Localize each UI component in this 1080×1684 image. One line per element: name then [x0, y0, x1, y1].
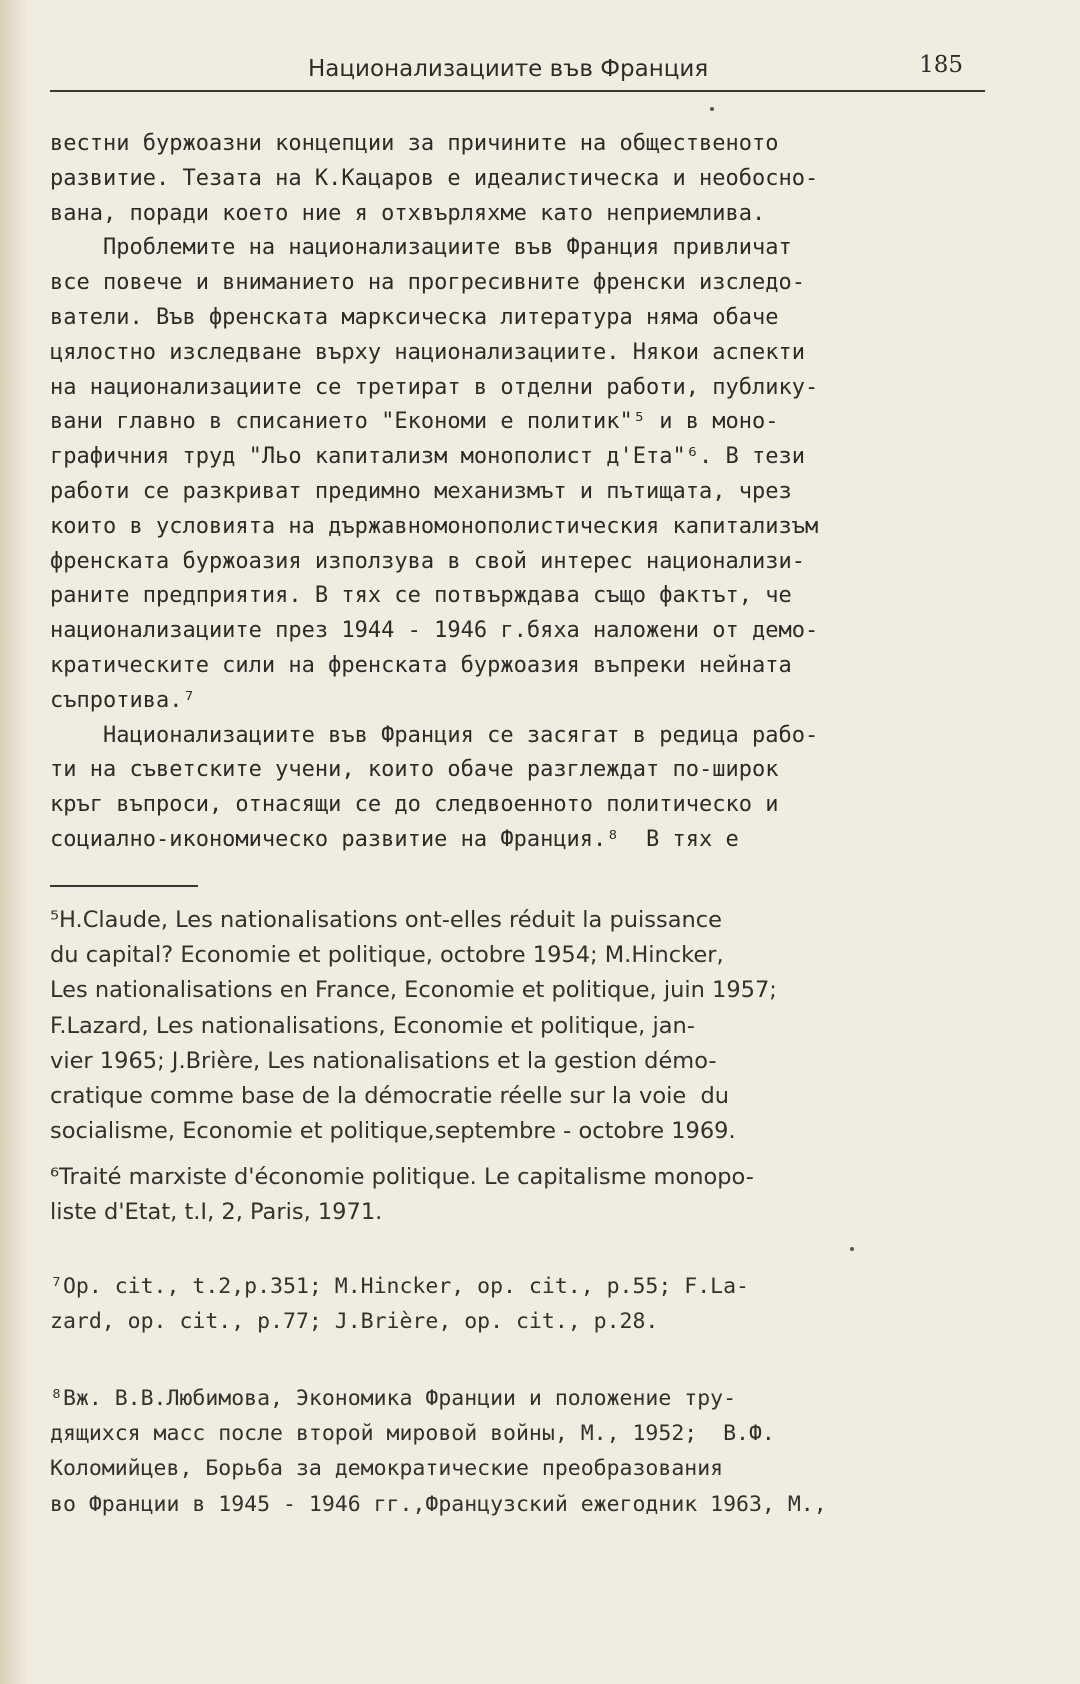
footnote-line: socialisme, Economie et politique,septembre - octobre 1969. — [50, 1118, 736, 1145]
text-line: все повече и вниманието на прогресивните френски изследо- — [50, 270, 805, 296]
text-line: които в условията на държавномонополистическия капитализъм — [50, 513, 819, 539]
text-line: социално-икономическо развитие на Франция.⁸ В тях е — [50, 826, 739, 852]
footnote-line: cratique comme base de la démocratie réelle sur la voie du — [50, 1082, 730, 1109]
page-edge-shadow — [0, 0, 28, 1684]
text-line: вестни буржоазни концепции за причините на общественото — [50, 131, 779, 156]
footnote-line: F.Lazard, Les nationalisations, Economie et politique, jan- — [50, 1012, 695, 1039]
footnote-line: ⁷Op. cit., t.2,p.351; M.Hincker, op. cit., p.55; F.La- — [50, 1274, 749, 1299]
footnote-line: Les nationalisations en France, Economie et politique, juin 1957; — [50, 977, 777, 1004]
text-line: цялостно изследване върху национализациите. Някои аспекти — [50, 339, 805, 365]
footnote-5 — [50, 903, 777, 1149]
text-line: вана, поради което ние я отхвърляхме като неприемлива. — [50, 200, 766, 226]
footnote-separator — [50, 885, 198, 887]
page-header — [50, 50, 985, 92]
text-line: Национализациите във Франция се засягат в редица рабо- — [50, 722, 819, 748]
footnote-8 — [50, 1381, 827, 1522]
text-line: ватели. Във френската марксическа литература няма обаче — [50, 304, 779, 330]
text-line: ти на съветските учени, които обаче разглеждат по-широк — [50, 757, 779, 783]
text-line: съпротива.⁷ — [50, 687, 196, 713]
text-line: вани главно в списанието "Економи е политик"⁵ и в моно- — [50, 409, 779, 435]
text-line: Проблемите на национализациите във Франция привличат — [50, 235, 792, 261]
text-line: национализациите през 1944 - 1946 г.бяха наложени от демо- — [50, 618, 819, 644]
text-line: френската буржоазия използува в свой интерес национализи- — [50, 548, 805, 574]
footnote-line: Коломийцев, Борьба за демократические преобразования — [50, 1456, 724, 1482]
text-line: кратическите сили на френската буржоазия въпреки нейната — [50, 652, 792, 678]
footnote-line: du capital? Economie et politique, octobre 1954; M.Hincker, — [50, 942, 724, 969]
footnote-line: дящихся масс после второй мировой войны, М., 1952; В.Ф. — [50, 1421, 775, 1447]
footnote-line: ⁸Вж. В.В.Любимова, Экономика Франции и положение тру- — [50, 1386, 737, 1411]
footnote-line: ⁶Traité marxiste d'économie politique. Le capitalisme monopo- — [50, 1164, 754, 1190]
print-speck — [850, 1247, 854, 1251]
footnote-line: vier 1965; J.Brière, Les nationalisations et la gestion démo- — [50, 1047, 717, 1074]
text-line: кръг въпроси, отнасящи се до следвоенното политическо и — [50, 792, 779, 818]
text-line: работи се разкриват предимно механизмът и пътищата, чрез — [50, 478, 792, 504]
main-text — [50, 127, 1002, 858]
footnote-line: ⁵H.Claude, Les nationalisations ont-elles réduit la puissance — [50, 907, 723, 933]
footnote-line: zard, op. cit., p.77; J.Brière, op. cit., p.28. — [50, 1309, 659, 1335]
page-number: 185 — [919, 52, 963, 78]
print-speck — [710, 107, 714, 111]
running-title: Национализациите във Франция — [308, 56, 709, 82]
footnote-6 — [50, 1160, 754, 1230]
footnote-line: liste d'Etat, t.I, 2, Paris, 1971. — [50, 1199, 383, 1226]
text-line: графичния труд "Льо капитализм монополист д'Ета"⁶. В тези — [50, 444, 805, 470]
text-line: раните предприятия. В тях се потвърждава също фактът, че — [50, 583, 792, 609]
footnote-7 — [50, 1269, 749, 1339]
text-line: развитие. Тезата на К.Кацаров е идеалистическа и необосно- — [50, 165, 819, 191]
text-line: на национализациите се третират в отделни работи, публику- — [50, 374, 819, 400]
footnote-line: во Франции в 1945 - 1946 гг.,Французский ежегодник 1963, М., — [50, 1491, 827, 1517]
